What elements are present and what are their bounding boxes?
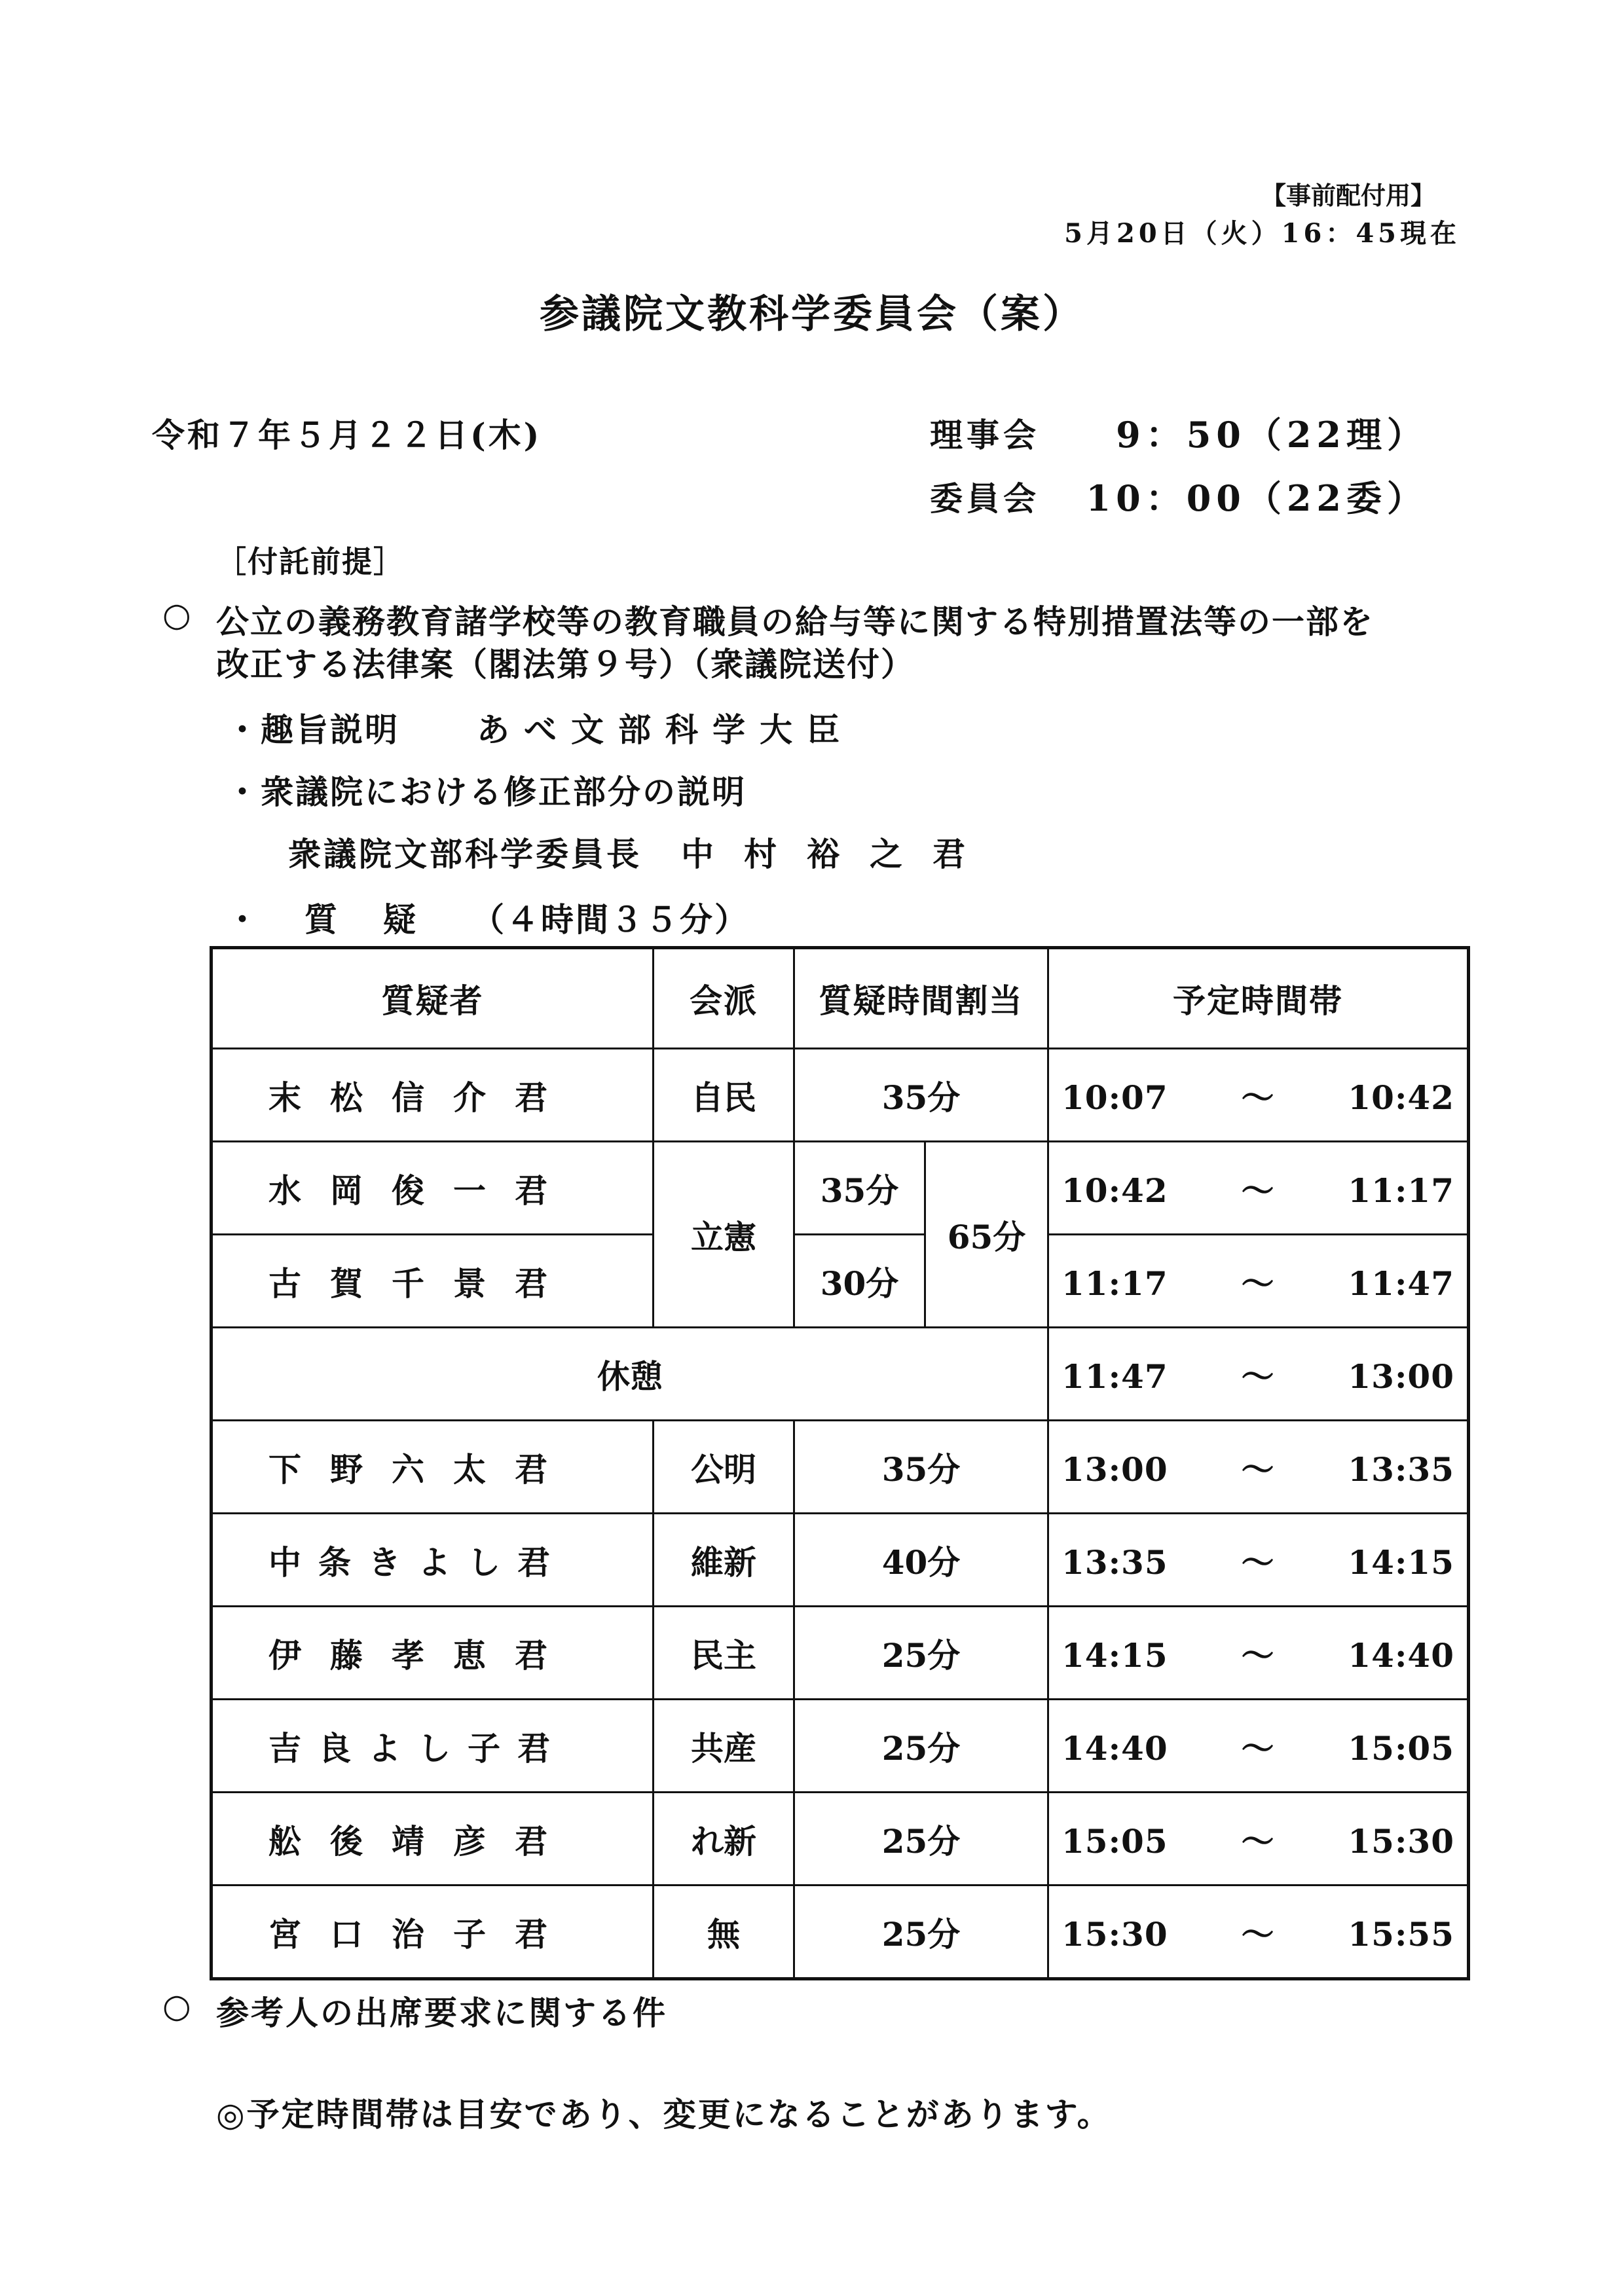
end-time: 11:47 [1348, 1264, 1454, 1303]
tilde: ～ [1241, 1728, 1275, 1768]
party: 無 [654, 1886, 794, 1979]
table-row [212, 1514, 1469, 1607]
questioner-name: 吉良よし子君 [212, 1700, 654, 1793]
start-time: 13:00 [1061, 1449, 1168, 1489]
party: 自民 [654, 1049, 794, 1142]
tilde: ～ [1241, 1171, 1275, 1210]
party: れ新 [654, 1793, 794, 1886]
end-time: 15:30 [1348, 1821, 1454, 1861]
committee-meeting-time: 10：00（22委） [1086, 477, 1428, 519]
questioner-name: 中条きよし君 [212, 1514, 654, 1607]
table-row [212, 1049, 1469, 1142]
document-title: 参議院文教科学委員会（案） [540, 291, 1084, 337]
start-time: 14:15 [1061, 1635, 1168, 1675]
second-agenda-item: 参考人の出席要求に関する件 [216, 1994, 667, 2032]
end-time: 13:35 [1348, 1449, 1454, 1489]
table-row [212, 1421, 1469, 1514]
allocation: 30分 [794, 1235, 925, 1328]
start-time: 10:07 [1061, 1078, 1168, 1117]
time-slot [1048, 1235, 1469, 1328]
table-header-row [212, 948, 1469, 1049]
questioner-name: 下野六太君 [212, 1421, 654, 1514]
header-questioner: 質疑者 [212, 948, 654, 1049]
time-slot [1048, 1607, 1469, 1700]
distribution-tag: 【事前配付用】 [1261, 181, 1435, 210]
start-time: 11:17 [1061, 1264, 1168, 1303]
table-row [212, 1886, 1469, 1979]
end-time: 14:15 [1348, 1542, 1454, 1582]
tilde: ～ [1241, 1635, 1275, 1675]
time-slot [1048, 1514, 1469, 1607]
committee-meeting-label: 委員会 [930, 479, 1040, 518]
start-time: 11:47 [1061, 1357, 1168, 1396]
table-row-break [212, 1328, 1469, 1421]
time-slot [1048, 1886, 1469, 1979]
allocation: 35分 [794, 1049, 1048, 1142]
board-meeting-label: 理事会 [930, 416, 1040, 454]
table-row [212, 1142, 1469, 1235]
as-of-timestamp: 5月20日（火）16：45現在 [1064, 218, 1460, 249]
questioner-name: 水岡俊一君 [212, 1142, 654, 1235]
time-slot [1048, 1421, 1469, 1514]
header-party: 会派 [654, 948, 794, 1049]
break-label: 休憩 [212, 1328, 1048, 1421]
questioner-name: 伊藤孝恵君 [212, 1607, 654, 1700]
agenda-circle-icon: ○ [162, 596, 191, 634]
agenda-circle-icon: ○ [162, 1987, 191, 2025]
bill-title-line1: 公立の義務教育諸学校等の教育職員の給与等に関する特別措置法等の一部を [216, 602, 1374, 641]
time-slot [1048, 1793, 1469, 1886]
amendment-label: ・衆議院における修正部分の説明 [226, 773, 747, 811]
allocation: 25分 [794, 1886, 1048, 1979]
purpose-speaker: あべ文部科学大臣 [477, 710, 854, 749]
tilde: ～ [1241, 1357, 1275, 1396]
party: 共産 [654, 1700, 794, 1793]
questioner-name: 末松信介君 [212, 1049, 654, 1142]
tilde: ～ [1241, 1542, 1275, 1582]
meeting-date: 令和７年５月２２日(木) [152, 416, 542, 454]
time-slot [1048, 1328, 1469, 1421]
precondition-label: ［付託前提］ [216, 544, 405, 579]
questioner-name: 宮口治子君 [212, 1886, 654, 1979]
allocation: 35分 [794, 1142, 925, 1235]
end-time: 11:17 [1348, 1171, 1454, 1210]
allocation: 40分 [794, 1514, 1048, 1607]
questioner-table [210, 946, 1470, 1980]
time-slot [1048, 1142, 1469, 1235]
table-row [212, 1700, 1469, 1793]
end-time: 14:40 [1348, 1635, 1454, 1675]
qa-label: ・質疑 [226, 900, 462, 939]
end-time: 10:42 [1348, 1078, 1454, 1117]
end-time: 13:00 [1348, 1357, 1454, 1396]
allocation: 25分 [794, 1607, 1048, 1700]
start-time: 13:35 [1061, 1542, 1168, 1582]
tilde: ～ [1241, 1264, 1275, 1303]
table-row [212, 1793, 1469, 1886]
tilde: ～ [1241, 1914, 1275, 1954]
allocation: 35分 [794, 1421, 1048, 1514]
amendment-speaker: 中村裕之君 [681, 835, 995, 873]
tilde: ～ [1241, 1821, 1275, 1861]
table-row [212, 1607, 1469, 1700]
allocation: 25分 [794, 1700, 1048, 1793]
schedule-note: ◎予定時間帯は目安であり、変更になることがあります。 [216, 2095, 1112, 2134]
header-allocation: 質疑時間割当 [794, 948, 1048, 1049]
board-meeting-time: 9：50（22理） [1116, 414, 1428, 456]
questioner-name: 古賀千景君 [212, 1235, 654, 1328]
end-time: 15:05 [1348, 1728, 1454, 1768]
group-allocation: 65分 [925, 1142, 1048, 1328]
tilde: ～ [1241, 1078, 1275, 1117]
start-time: 10:42 [1061, 1171, 1168, 1210]
table-row [212, 1235, 1469, 1328]
start-time: 14:40 [1061, 1728, 1168, 1768]
qa-duration: （４時間３５分） [471, 900, 749, 939]
party: 公明 [654, 1421, 794, 1514]
time-slot [1048, 1700, 1469, 1793]
allocation: 25分 [794, 1793, 1048, 1886]
header-time-slot: 予定時間帯 [1048, 948, 1469, 1049]
time-slot [1048, 1049, 1469, 1142]
end-time: 15:55 [1348, 1914, 1454, 1954]
party: 立憲 [654, 1142, 794, 1328]
amendment-role: 衆議院文部科学委員長 [288, 835, 642, 873]
start-time: 15:05 [1061, 1821, 1168, 1861]
purpose-label: ・趣旨説明 [226, 710, 399, 749]
start-time: 15:30 [1061, 1914, 1168, 1954]
party: 民主 [654, 1607, 794, 1700]
party: 維新 [654, 1514, 794, 1607]
bill-title-line2: 改正する法律案（閣法第９号）（衆議院送付） [216, 645, 915, 683]
tilde: ～ [1241, 1449, 1275, 1489]
questioner-name: 舩後靖彦君 [212, 1793, 654, 1886]
